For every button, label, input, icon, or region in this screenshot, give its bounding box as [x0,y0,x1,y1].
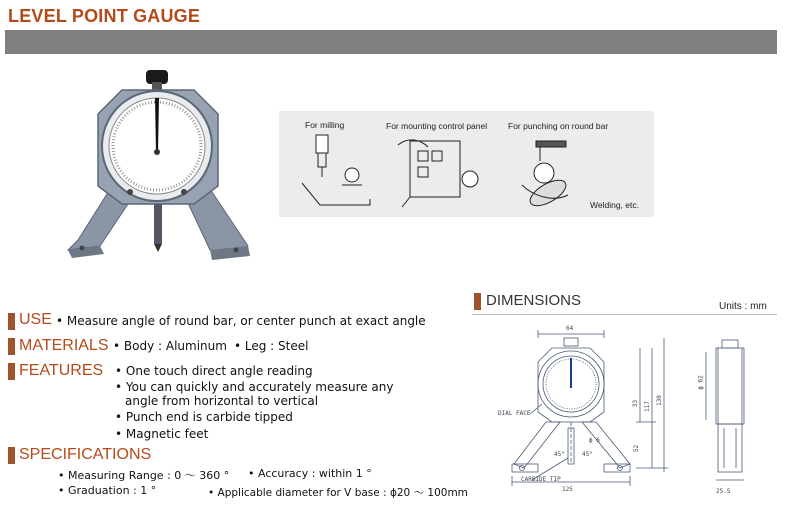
specifications-heading: SPECIFICATIONS [19,446,152,463]
punching-illustration [522,141,570,211]
caption-punching: For punching on round bar [508,121,609,131]
dim-phi62: ϕ 62 [697,375,705,390]
dim-33: 33 [632,399,640,408]
use-bar [8,313,15,330]
materials-heading: MATERIALS [19,337,109,354]
caption-milling: For milling [305,120,345,130]
spec-graduation: • Graduation : 1 ° [58,484,157,497]
spec-accuracy: • Accuracy : within 1 ° [248,467,372,480]
feature-item: angle from horizontal to vertical [125,394,319,408]
dim-64: 64 [566,325,574,332]
features-heading: FEATURES [19,362,104,379]
dim-phi6: ϕ 6 [589,437,600,444]
dimensions-bar [474,293,481,310]
materials-leg: • Leg : Steel [234,339,309,353]
dial-face-label: DIAL FACE [498,410,531,417]
features-bar [8,363,15,380]
dim-130: 130 [655,395,663,406]
use-heading: USE [19,311,52,328]
dim-117: 117 [643,401,651,412]
dim-125: 125 [562,486,573,493]
materials-bar [8,338,15,355]
dim-45-left: 45° [554,451,565,458]
dim-25-5: 25.5 [716,488,731,495]
specifications-bar [8,447,15,464]
page-title: LEVEL POINT GAUGE [8,6,201,26]
materials-body: • Body : Aluminum [113,339,227,353]
caption-mounting: For mounting control panel [386,121,488,131]
feature-item: • You can quickly and accurately measure any [115,380,394,394]
dimensions-rule [472,314,777,315]
product-photo [60,68,260,278]
title-bar [5,30,777,54]
feature-item: • Magnetic feet [115,427,209,441]
dimensions-heading: DIMENSIONS [486,292,582,309]
feature-item: • Punch end is carbide tipped [115,410,293,424]
milling-illustration [302,135,370,205]
use-text: • Measure angle of round bar, or center punch at exact angle [56,314,426,328]
usage-illustrations [290,133,640,213]
feature-item: • One touch direct angle reading [115,364,313,378]
spec-diameter: • Applicable diameter for V base : ϕ20 ～ 100mm [208,487,468,499]
caption-welding: Welding, etc. [590,200,639,210]
dim-45-right: 45° [582,451,593,458]
mounting-illustration [398,140,478,207]
spec-range: • Measuring Range : 0 ～ 360 ° [58,469,230,482]
carbide-tip-label: CARBIDE TIP [521,476,561,483]
units-label: Units : mm [719,301,767,312]
dim-52: 52 [633,444,641,453]
